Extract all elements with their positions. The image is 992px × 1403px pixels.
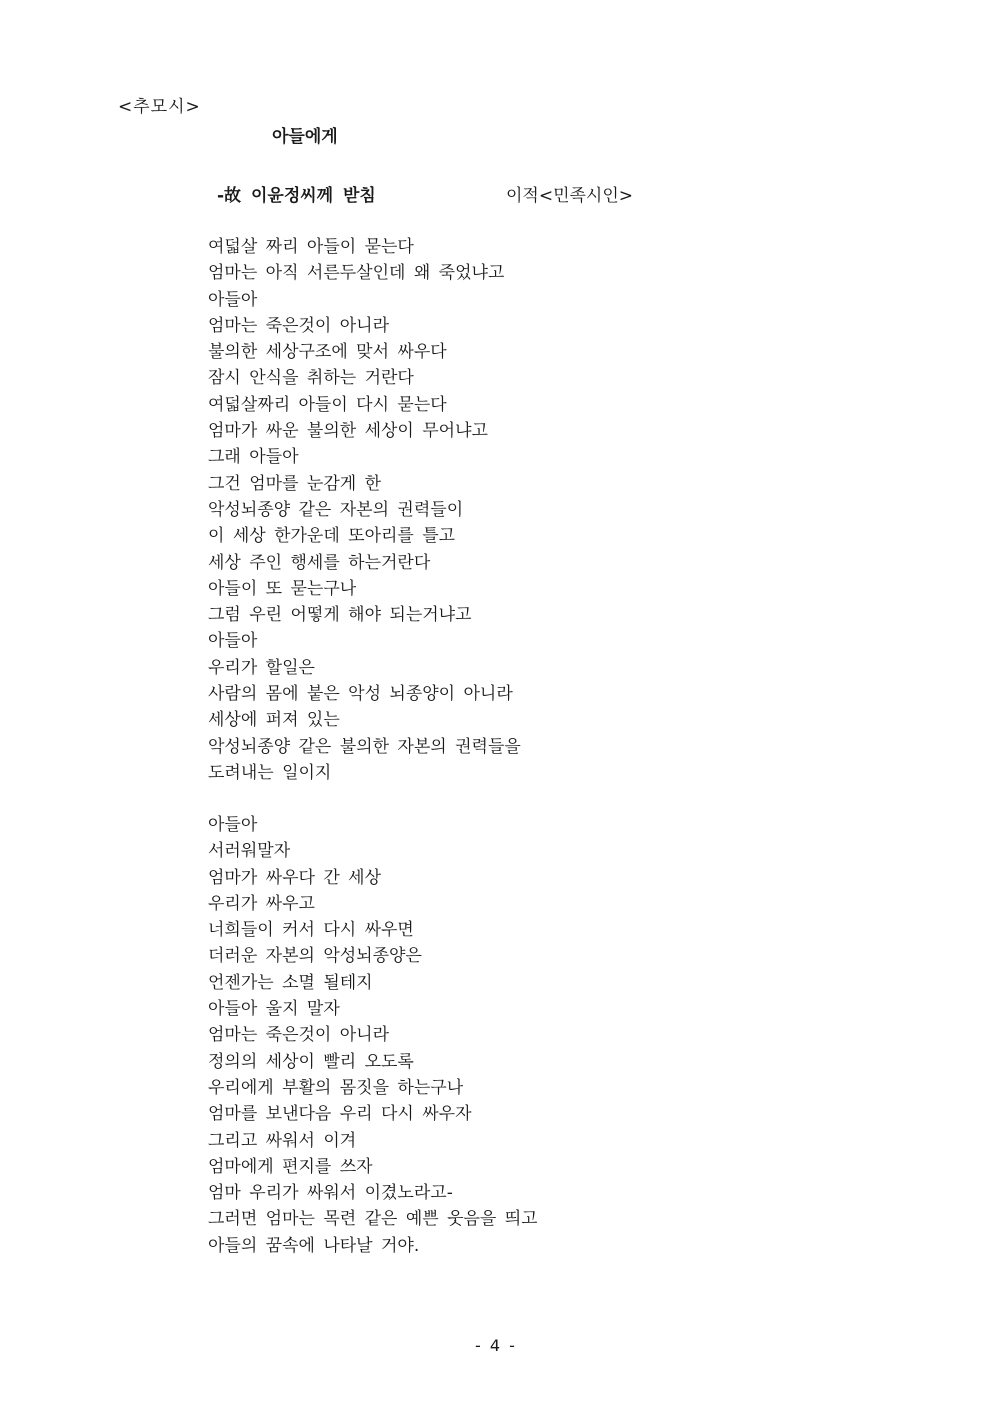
- poem-line: 사람의 몸에 붙은 악성 뇌종양이 아니라: [208, 684, 513, 705]
- poem-line: 엄마가 싸우다 간 세상: [208, 867, 382, 888]
- page-number: - 4 -: [475, 1336, 517, 1355]
- poem-line: 세상 주인 행세를 하는거란다: [208, 552, 431, 573]
- poem-line: 엄마에게 편지를 쓰자: [208, 1156, 373, 1177]
- poem-line: 아들아: [208, 289, 258, 310]
- poem-line: 그래 아들아: [208, 447, 299, 468]
- poem-line: 엄마를 보낸다음 우리 다시 싸우자: [208, 1104, 472, 1125]
- poem-line: 그럼 우린 어떻게 해야 되는거냐고: [208, 605, 472, 626]
- poem-line: 잠시 안식을 취하는 거란다: [208, 368, 414, 389]
- poem-line: 아들아 울지 말자: [208, 999, 340, 1020]
- poem-line: 엄마는 죽은것이 아니라: [208, 315, 390, 336]
- poem-line: 엄마 우리가 싸워서 이겼노라고-: [208, 1183, 453, 1204]
- poem-line: 언젠가는 소멸 될테지: [208, 972, 373, 993]
- poem-title: 아들에게: [272, 127, 338, 147]
- poem-line: 우리에게 부활의 몸짓을 하는구나: [208, 1077, 464, 1098]
- poem-stanza-1: [208, 234, 521, 786]
- section-label: <추모시>: [118, 97, 201, 117]
- poem-line: 아들이 또 묻는구나: [208, 578, 357, 599]
- poem-line: 엄마는 죽은것이 아니라: [208, 1025, 390, 1046]
- dedication-line: -故 이윤정씨께 받침: [217, 186, 376, 206]
- poem-line: 악성뇌종양 같은 자본의 권력들이: [208, 499, 464, 520]
- poem-line: 불의한 세상구조에 맞서 싸우다: [208, 342, 447, 363]
- poem-line: 서러워말자: [208, 841, 291, 862]
- poem-line: 악성뇌종양 같은 불의한 자본의 권력들을: [208, 736, 521, 757]
- poem-line: 아들의 꿈속에 나타날 거야.: [208, 1235, 420, 1256]
- poem-line: 우리가 싸우고: [208, 893, 315, 914]
- poem-line: 아들아: [208, 631, 258, 652]
- poem-line: 이 세상 한가운데 또아리를 틀고: [208, 526, 456, 547]
- poem-line: 엄마가 싸운 불의한 세상이 무어냐고: [208, 421, 488, 442]
- poem-line: 정의의 세상이 빨리 오도록: [208, 1051, 414, 1072]
- author-credit: 이적<민족시인>: [506, 186, 634, 206]
- poem-line: 더러운 자본의 악성뇌종양은: [208, 946, 422, 967]
- poem-line: 여덟살짜리 아들이 다시 묻는다: [208, 394, 447, 415]
- poem-line: 그건 엄마를 눈감게 한: [208, 473, 382, 494]
- poem-line: 그러면 엄마는 목련 같은 예쁜 웃음을 띄고: [208, 1209, 538, 1230]
- poem-line: 너희들이 커서 다시 싸우면: [208, 920, 414, 941]
- poem-line: 아들아: [208, 815, 258, 835]
- poem-line: 엄마는 아직 서른두살인데 왜 죽었냐고: [208, 263, 505, 284]
- poem-line: 도려내는 일이지: [208, 762, 332, 783]
- poem-line: 우리가 할일은: [208, 657, 315, 678]
- poem-stanza-2: [208, 812, 538, 1259]
- poem-line: 세상에 퍼져 있는: [208, 710, 340, 731]
- poem-line: 여덟살 짜리 아들이 묻는다: [208, 237, 414, 257]
- poem-line: 그리고 싸워서 이겨: [208, 1130, 357, 1151]
